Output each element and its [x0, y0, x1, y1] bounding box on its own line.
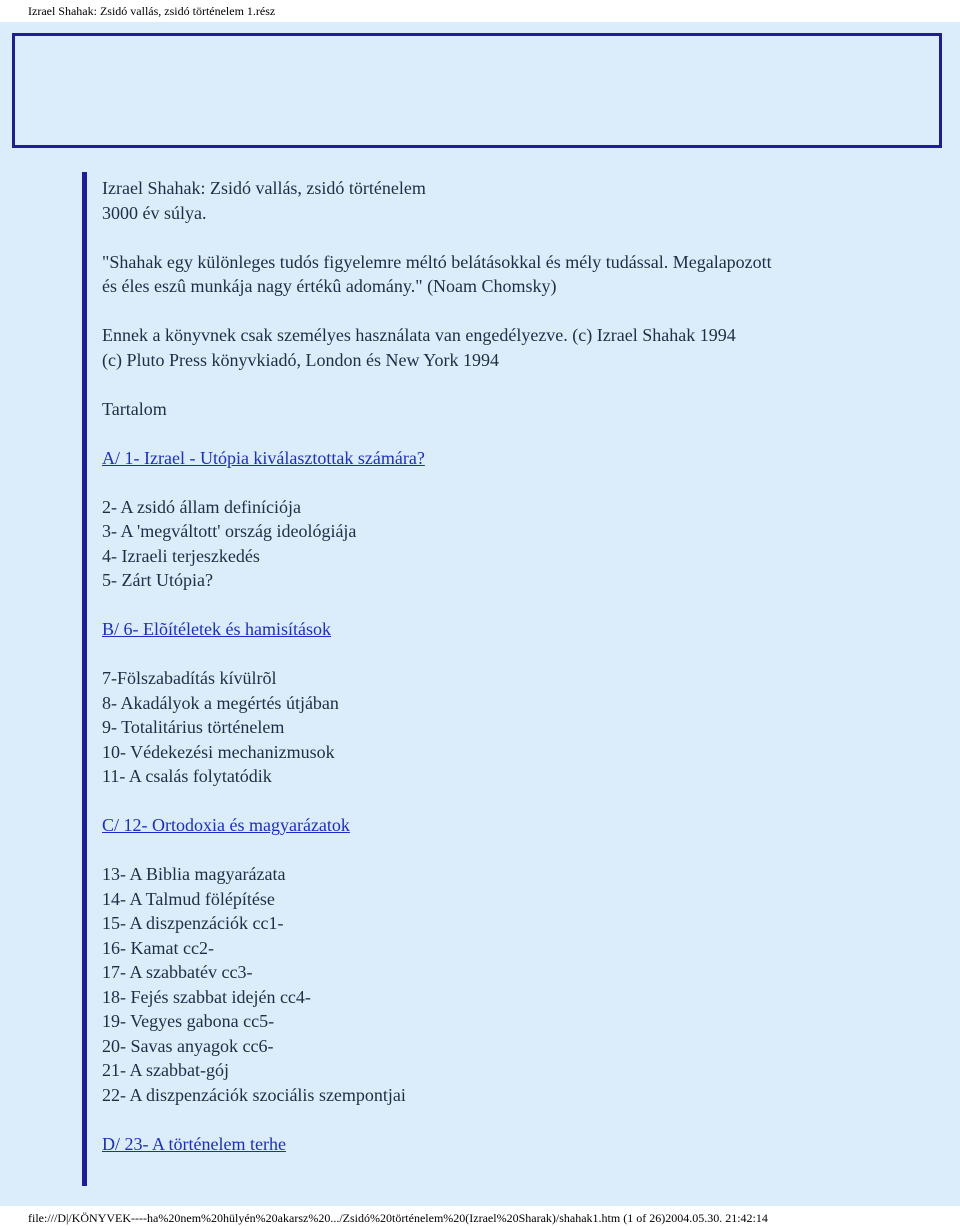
- toc-link-section-d[interactable]: D/ 23- A történelem terhe: [102, 1133, 286, 1154]
- quote-line-1: "Shahak egy különleges tudós figyelemre méltó belátásokkal és mély tudással. Megalapozott: [102, 251, 772, 272]
- browser-print-footer: [0, 1206, 960, 1226]
- toc-item: 9- Totalitárius történelem: [102, 717, 285, 737]
- license-line-2: (c) Pluto Press könyvkiadó, London és New York 1994: [102, 349, 499, 370]
- quote-line-2: és éles eszû munkája nagy értékû adomány." (Noam Chomsky): [102, 276, 557, 296]
- toc-item: 2- A zsidó állam definíciója: [102, 496, 301, 517]
- toc-item: 14- A Talmud fölépítése: [102, 888, 275, 909]
- toc-item: 21- A szabbat-gój: [102, 1060, 229, 1080]
- toc-item: 19- Vegyes gabona cc5-: [102, 1011, 275, 1031]
- toc-item: 11- A csalás folytatódik: [102, 766, 272, 786]
- toc-item: 20- Savas anyagok cc6-: [102, 1035, 274, 1056]
- left-vertical-rule: [82, 172, 87, 1186]
- main-content: [102, 176, 772, 1156]
- toc-item: 16- Kamat cc2-: [102, 937, 214, 958]
- banner-frame: [12, 33, 942, 148]
- toc-item: 7-Fölszabadítás kívülrõl: [102, 668, 277, 688]
- toc-item: 13- A Biblia magyarázata: [102, 864, 286, 884]
- file-path: file:///D|/KÖNYVEK----ha%20nem%20hülyén%20akarsz%20.../Zsidó%20történelem%20(Izrael%20Sharak)/shahak1.htm (1 of 26)2004.05.30. 21:42:14: [28, 1211, 768, 1225]
- page-title: Izrael Shahak: Zsidó vallás, zsidó történelem 1.rész: [28, 4, 276, 18]
- book-title: Izrael Shahak: Zsidó vallás, zsidó történelem: [102, 178, 426, 198]
- toc-link-section-c[interactable]: C/ 12- Ortodoxia és magyarázatok: [102, 815, 350, 835]
- toc-item: 18- Fejés szabbat idején cc4-: [102, 986, 311, 1007]
- book-subtitle: 3000 év súlya.: [102, 202, 207, 223]
- toc-item: 17- A szabbatév cc3-: [102, 962, 253, 982]
- toc-item: 8- Akadályok a megértés útjában: [102, 692, 339, 713]
- toc-item: 5- Zárt Utópia?: [102, 570, 213, 590]
- toc-link-section-a[interactable]: A/ 1- Izrael - Utópia kiválasztottak számára?: [102, 447, 425, 468]
- toc-item: 10- Védekezési mechanizmusok: [102, 741, 335, 762]
- toc-item: 4- Izraeli terjeszkedés: [102, 545, 260, 566]
- toc-item: 3- A 'megváltott' ország ideológiája: [102, 521, 357, 541]
- license-line-1: Ennek a könyvnek csak személyes használata van engedélyezve. (c) Izrael Shahak 1994: [102, 325, 736, 345]
- toc-heading: Tartalom: [102, 398, 167, 419]
- toc-item: 15- A diszpenzációk cc1-: [102, 913, 284, 933]
- toc-item: 22- A diszpenzációk szociális szempontjai: [102, 1084, 406, 1105]
- toc-link-section-b[interactable]: B/ 6- Elõítéletek és hamisítások: [102, 619, 331, 639]
- browser-print-header: [0, 0, 960, 22]
